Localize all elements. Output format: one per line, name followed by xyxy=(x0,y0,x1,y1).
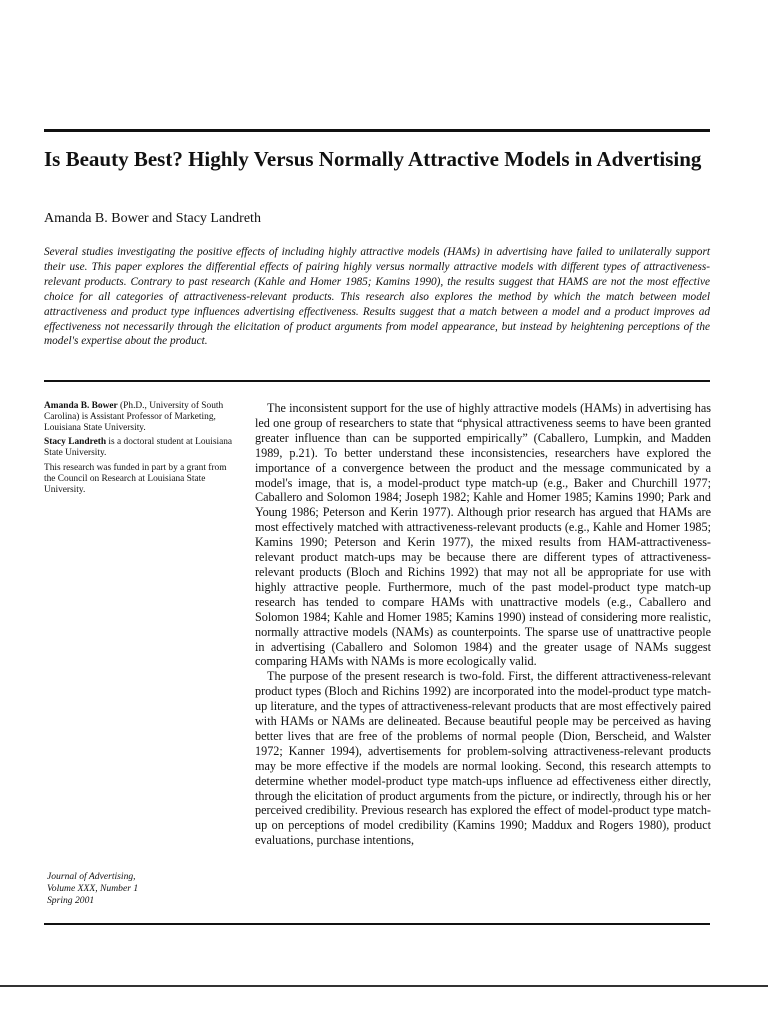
article-abstract: Several studies investigating the positive effects of including highly attractive models (HAMs) in advertising have failed to unilaterally support their use. This paper explores the differential effects of pairing highly versus normally attractive models with different types of attractiveness-relevant products. Contrary to past research (Kahle and Homer 1985; Kamins 1990), the results suggest that HAMS are not the most effective choice for all categories of attractiveness-relevant products. This research also explores the method by which the match between model attractiveness and product type influences advertising effectiveness. Results suggest that a match between a model and a product improves ad effectiveness not necessarily through the elicitation of product arguments from model appearance, but instead by heightening perceptions of the model's expertise about the product. xyxy=(44,246,710,348)
body-paragraph: The inconsistent support for the use of highly attractive models (HAMs) in advertising has led one group of researchers to state that “physical attractiveness seems to have been granted greater influence than can be supported empirically” (Caballero, Lumpkin, and Madden 1989, p.21). To better understand these inconsistencies, researchers have explored the importance of a convergence between the product and the message communicated by a model's image, that is, a model-product type match-up (e.g., Baker and Churchill 1977; Caballero and Solomon 1984; Joseph 1982; Kahle and Homer 1985; Kamins 1990; Park and Young 1986; Peterson and Kerin 1977). Although prior research has argued that HAMs are most effectively matched with attractiveness-relevant products (e.g., Kahle and Homer 1985; Kamins 1990; Peterson and Kerin 1977), the mixed results from HAM-attractiveness-relevant product match-ups may be because there are different types of attractiveness-relevant products (Bloch and Richins 1992) that may not all be appropriate for use with highly attractive people. Furthermore, much of the past model-product type match-up research has tended to compare HAMs with unattractive models (e.g., Caballero and Solomon 1984; Kahle and Homer 1985; Kamins 1990) instead of considering more realistic, normally attractive models (NAMs) as counterpoints. The sparse use of unattractive people in advertising (Caballero and Solomon 1984) and the greater usage of NAMs suggest comparing HAMs with NAMs is more ecologically valid. xyxy=(255,401,711,669)
journal-name: Journal of Advertising, xyxy=(47,871,136,882)
body-text xyxy=(255,401,711,848)
author2-bio: is a doctoral student at Louisiana State University. xyxy=(44,437,233,459)
author2-name: Stacy Landreth xyxy=(44,437,107,448)
journal-citation xyxy=(47,871,237,907)
author1-bio: (Ph.D., University of South Carolina) is Assistant Professor of Marketing, Louisiana State University. xyxy=(44,401,224,433)
author1-note xyxy=(44,401,234,433)
page-edge-line xyxy=(0,985,768,987)
funding-note: This research was funded in part by a grant from the Council on Research at Louisiana State University. xyxy=(44,462,227,495)
article-authors: Amanda B. Bower and Stacy Landreth xyxy=(44,211,261,226)
article-title: Is Beauty Best? Highly Versus Normally Attractive Models in Advertising xyxy=(44,147,702,171)
abstract-rule xyxy=(44,380,710,382)
footer-rule xyxy=(44,923,710,925)
journal-volume: Volume XXX, Number 1 xyxy=(47,883,139,894)
author1-name: Amanda B. Bower xyxy=(44,401,118,411)
author2-note xyxy=(44,437,234,459)
author-notes xyxy=(44,401,234,499)
body-paragraph: The purpose of the present research is two-fold. First, the different attractiveness-relevant product types (Bloch and Richins 1992) are incorporated into the model-product type match-up literature, and the types of attractiveness-relevant products that are most effectively paired with HAMs or NAMs are delineated. Because beautiful people may be perceived as having better lives that are free of the problems of normal people (Dion, Berscheid, and Walster 1972; Kanner 1994), advertisements for problem-solving attractiveness-relevant products may be more effective if the models are normal looking. Second, this research attempts to determine whether model-product type match-ups influence ad effectiveness either directly, through the elicitation of product arguments from the picture, or indirectly, through his or her perceived credibility. Previous research has explored the effect of model-product type match-up on perceptions of model credibility (Kamins 1990; Maddux and Rogers 1980), product evaluations, purchase intentions, xyxy=(255,669,711,848)
header-rule xyxy=(44,129,710,132)
journal-date: Spring 2001 xyxy=(47,895,95,906)
